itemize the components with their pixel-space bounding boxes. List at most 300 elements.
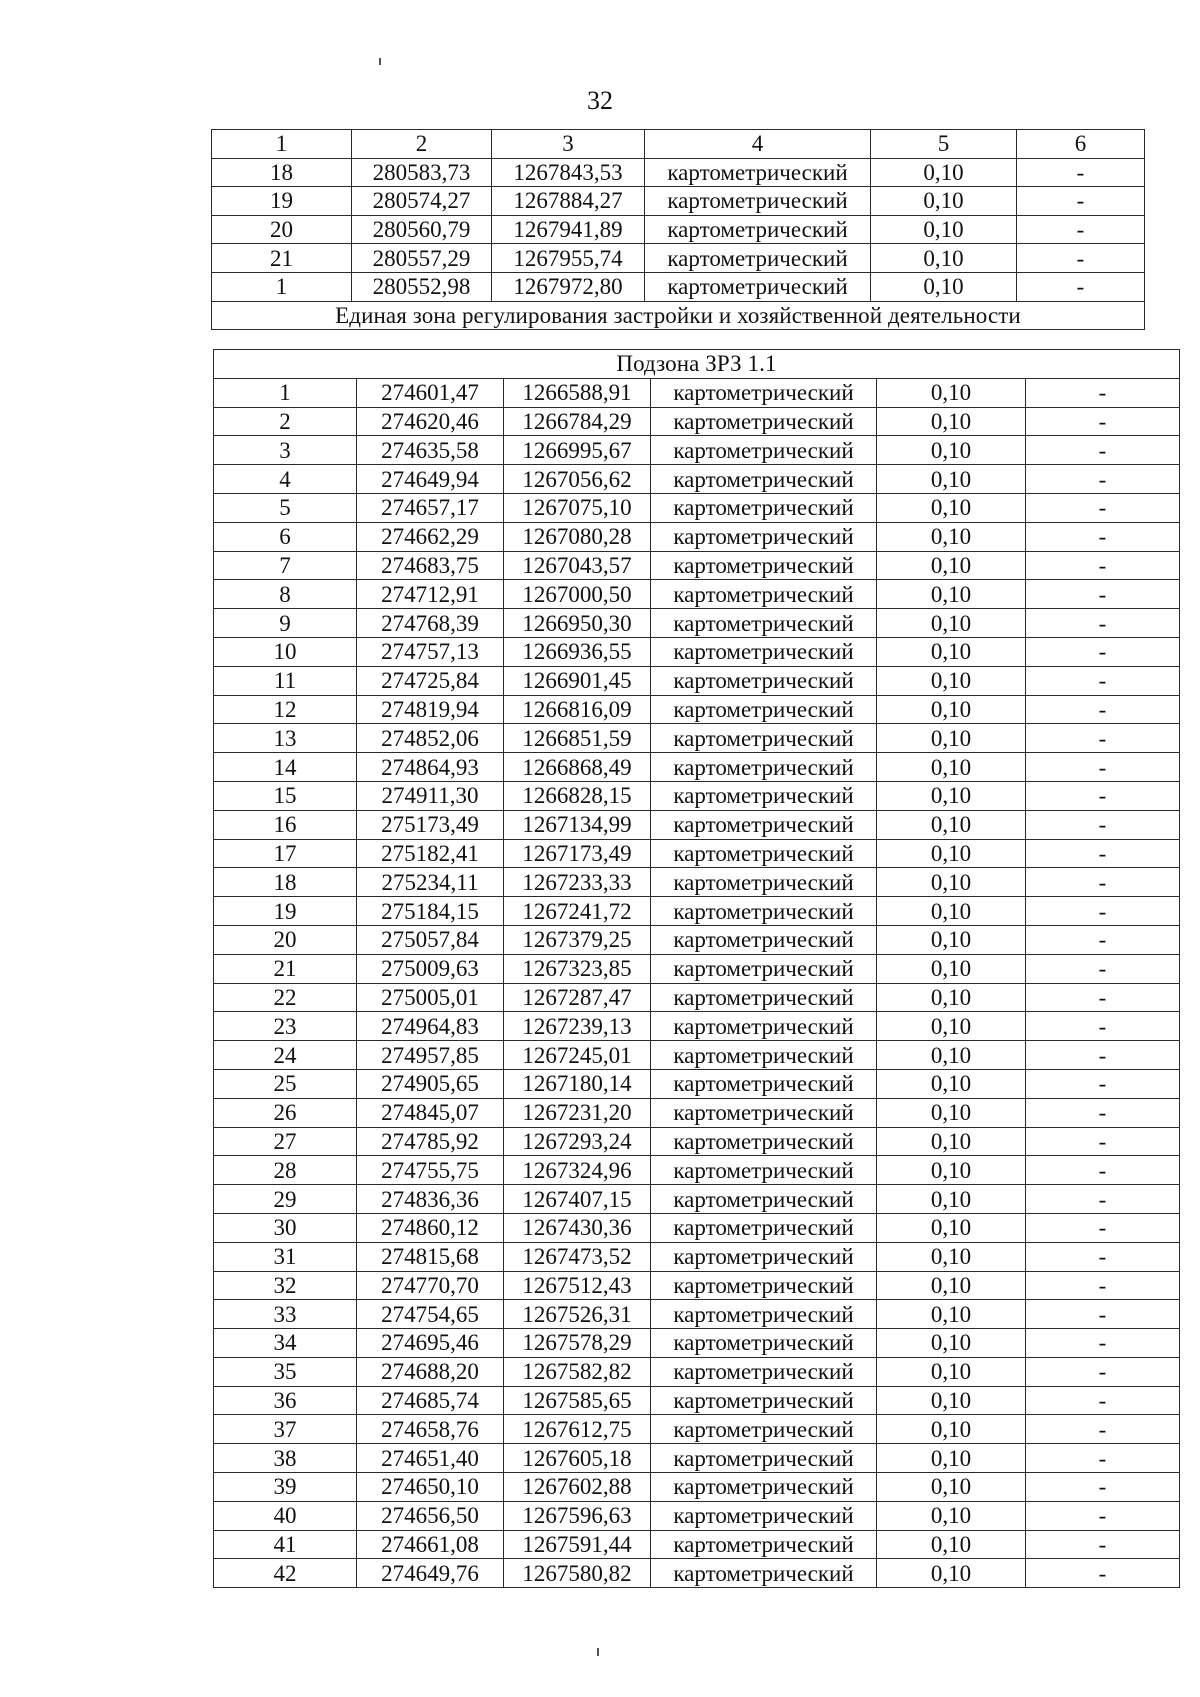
subzone-coordinates-table xyxy=(213,349,1180,1588)
method-cell: картометрический xyxy=(651,1300,877,1329)
table-row xyxy=(214,695,1180,724)
table-row xyxy=(214,609,1180,638)
note-cell: - xyxy=(1026,1185,1180,1214)
y-coordinate-cell: 1267173,49 xyxy=(504,839,651,868)
point-number-cell: 1 xyxy=(214,378,357,407)
accuracy-cell: 0,10 xyxy=(877,407,1026,436)
note-cell: - xyxy=(1026,1012,1180,1041)
method-cell: картометрический xyxy=(651,465,877,494)
table-row xyxy=(214,839,1180,868)
note-cell: - xyxy=(1026,407,1180,436)
y-coordinate-cell: 1267430,36 xyxy=(504,1213,651,1242)
y-coordinate-cell: 1267582,82 xyxy=(504,1357,651,1386)
x-coordinate-cell: 275184,15 xyxy=(357,897,504,926)
y-coordinate-cell: 1267605,18 xyxy=(504,1444,651,1473)
point-number-cell: 26 xyxy=(214,1098,357,1127)
table-row xyxy=(214,868,1180,897)
x-coordinate-cell: 275234,11 xyxy=(357,868,504,897)
x-coordinate-cell: 275173,49 xyxy=(357,810,504,839)
method-cell: картометрический xyxy=(651,637,877,666)
note-cell: - xyxy=(1026,1127,1180,1156)
accuracy-cell: 0,10 xyxy=(871,158,1017,187)
table-row xyxy=(214,1271,1180,1300)
note-cell: - xyxy=(1026,1473,1180,1502)
x-coordinate-cell: 274662,29 xyxy=(357,522,504,551)
y-coordinate-cell: 1267287,47 xyxy=(504,983,651,1012)
note-cell: - xyxy=(1026,1357,1180,1386)
point-number-cell: 1 xyxy=(212,272,352,301)
y-coordinate-cell: 1267843,53 xyxy=(492,158,645,187)
x-coordinate-cell: 274754,65 xyxy=(357,1300,504,1329)
page-number: 32 xyxy=(587,86,613,115)
note-cell: - xyxy=(1026,1271,1180,1300)
accuracy-cell: 0,10 xyxy=(877,1530,1026,1559)
table-row xyxy=(214,1415,1180,1444)
accuracy-cell: 0,10 xyxy=(877,983,1026,1012)
table-row xyxy=(214,1041,1180,1070)
accuracy-cell: 0,10 xyxy=(877,724,1026,753)
table-row xyxy=(214,724,1180,753)
x-coordinate-cell: 274688,20 xyxy=(357,1357,504,1386)
y-coordinate-cell: 1267324,96 xyxy=(504,1156,651,1185)
table-row xyxy=(214,1473,1180,1502)
method-cell: картометрический xyxy=(651,1559,877,1588)
point-number-cell: 7 xyxy=(214,551,357,580)
point-number-cell: 30 xyxy=(214,1213,357,1242)
note-cell: - xyxy=(1026,1300,1180,1329)
point-number-cell: 9 xyxy=(214,609,357,638)
note-cell: - xyxy=(1017,272,1145,301)
note-cell: - xyxy=(1026,522,1180,551)
accuracy-cell: 0,10 xyxy=(877,839,1026,868)
x-coordinate-cell: 274815,68 xyxy=(357,1242,504,1271)
note-cell: - xyxy=(1026,1329,1180,1358)
column-header-5: 5 xyxy=(871,130,1017,159)
note-cell: - xyxy=(1026,925,1180,954)
note-cell: - xyxy=(1017,215,1145,244)
y-coordinate-cell: 1266588,91 xyxy=(504,378,651,407)
accuracy-cell: 0,10 xyxy=(877,378,1026,407)
note-cell: - xyxy=(1017,158,1145,187)
method-cell: картометрический xyxy=(645,244,871,273)
y-coordinate-cell: 1267955,74 xyxy=(492,244,645,273)
point-number-cell: 14 xyxy=(214,753,357,782)
y-coordinate-cell: 1267591,44 xyxy=(504,1530,651,1559)
y-coordinate-cell: 1266816,09 xyxy=(504,695,651,724)
x-coordinate-cell: 274755,75 xyxy=(357,1156,504,1185)
x-coordinate-cell: 274650,10 xyxy=(357,1473,504,1502)
method-cell: картометрический xyxy=(651,695,877,724)
y-coordinate-cell: 1266784,29 xyxy=(504,407,651,436)
point-number-cell: 37 xyxy=(214,1415,357,1444)
method-cell: картометрический xyxy=(651,1329,877,1358)
note-cell: - xyxy=(1026,1559,1180,1588)
accuracy-cell: 0,10 xyxy=(877,666,1026,695)
x-coordinate-cell: 274657,17 xyxy=(357,493,504,522)
note-cell: - xyxy=(1026,724,1180,753)
note-cell: - xyxy=(1026,897,1180,926)
table-row xyxy=(214,781,1180,810)
accuracy-cell: 0,10 xyxy=(877,1501,1026,1530)
x-coordinate-cell: 274864,93 xyxy=(357,753,504,782)
y-coordinate-cell: 1267512,43 xyxy=(504,1271,651,1300)
table-body-subzone xyxy=(214,350,1180,1588)
accuracy-cell: 0,10 xyxy=(877,1012,1026,1041)
y-coordinate-cell: 1267231,20 xyxy=(504,1098,651,1127)
note-cell: - xyxy=(1026,839,1180,868)
note-cell: - xyxy=(1026,810,1180,839)
accuracy-cell: 0,10 xyxy=(877,1300,1026,1329)
y-coordinate-cell: 1267526,31 xyxy=(504,1300,651,1329)
point-number-cell: 28 xyxy=(214,1156,357,1185)
y-coordinate-cell: 1267239,13 xyxy=(504,1012,651,1041)
y-coordinate-cell: 1267080,28 xyxy=(504,522,651,551)
y-coordinate-cell: 1267407,15 xyxy=(504,1185,651,1214)
point-number-cell: 34 xyxy=(214,1329,357,1358)
x-coordinate-cell: 274685,74 xyxy=(357,1386,504,1415)
point-number-cell: 29 xyxy=(214,1185,357,1214)
y-coordinate-cell: 1267941,89 xyxy=(492,215,645,244)
point-number-cell: 11 xyxy=(214,666,357,695)
y-coordinate-cell: 1266851,59 xyxy=(504,724,651,753)
note-cell: - xyxy=(1026,983,1180,1012)
point-number-cell: 19 xyxy=(214,897,357,926)
point-number-cell: 20 xyxy=(212,215,352,244)
table-row xyxy=(214,954,1180,983)
y-coordinate-cell: 1266868,49 xyxy=(504,753,651,782)
note-cell: - xyxy=(1026,1415,1180,1444)
scan-speck xyxy=(379,58,381,65)
note-cell: - xyxy=(1026,609,1180,638)
accuracy-cell: 0,10 xyxy=(877,1473,1026,1502)
method-cell: картометрический xyxy=(651,1357,877,1386)
table-row xyxy=(214,436,1180,465)
method-cell: картометрический xyxy=(651,1386,877,1415)
table-row xyxy=(214,983,1180,1012)
method-cell: картометрический xyxy=(651,1156,877,1185)
table-row xyxy=(214,1156,1180,1185)
accuracy-cell: 0,10 xyxy=(877,1213,1026,1242)
point-number-cell: 35 xyxy=(214,1357,357,1386)
x-coordinate-cell: 274911,30 xyxy=(357,781,504,810)
note-cell: - xyxy=(1026,1098,1180,1127)
table-row xyxy=(214,1329,1180,1358)
accuracy-cell: 0,10 xyxy=(877,1357,1026,1386)
note-cell: - xyxy=(1017,187,1145,216)
table-row xyxy=(212,158,1145,187)
accuracy-cell: 0,10 xyxy=(877,753,1026,782)
y-coordinate-cell: 1267578,29 xyxy=(504,1329,651,1358)
note-cell: - xyxy=(1026,868,1180,897)
table-row xyxy=(214,1300,1180,1329)
x-coordinate-cell: 274757,13 xyxy=(357,637,504,666)
column-header-6: 6 xyxy=(1017,130,1145,159)
table-row xyxy=(214,666,1180,695)
method-cell: картометрический xyxy=(651,1213,877,1242)
method-cell: картометрический xyxy=(651,666,877,695)
accuracy-cell: 0,10 xyxy=(877,897,1026,926)
y-coordinate-cell: 1267233,33 xyxy=(504,868,651,897)
note-cell: - xyxy=(1026,1530,1180,1559)
method-cell: картометрический xyxy=(651,781,877,810)
point-number-cell: 40 xyxy=(214,1501,357,1530)
accuracy-cell: 0,10 xyxy=(877,1069,1026,1098)
note-cell: - xyxy=(1026,1444,1180,1473)
x-coordinate-cell: 274683,75 xyxy=(357,551,504,580)
accuracy-cell: 0,10 xyxy=(877,1041,1026,1070)
method-cell: картометрический xyxy=(651,724,877,753)
method-cell: картометрический xyxy=(651,954,877,983)
y-coordinate-cell: 1266995,67 xyxy=(504,436,651,465)
point-number-cell: 18 xyxy=(214,868,357,897)
method-cell: картометрический xyxy=(645,158,871,187)
accuracy-cell: 0,10 xyxy=(877,522,1026,551)
table-row xyxy=(214,580,1180,609)
table-row xyxy=(212,215,1145,244)
x-coordinate-cell: 274620,46 xyxy=(357,407,504,436)
point-number-cell: 22 xyxy=(214,983,357,1012)
table-row xyxy=(214,551,1180,580)
method-cell: картометрический xyxy=(651,897,877,926)
x-coordinate-cell: 274905,65 xyxy=(357,1069,504,1098)
y-coordinate-cell: 1267585,65 xyxy=(504,1386,651,1415)
x-coordinate-cell: 274635,58 xyxy=(357,436,504,465)
accuracy-cell: 0,10 xyxy=(877,465,1026,494)
method-cell: картометрический xyxy=(651,868,877,897)
method-cell: картометрический xyxy=(651,839,877,868)
column-header-4: 4 xyxy=(645,130,871,159)
zone-title-row xyxy=(212,301,1145,330)
table-row xyxy=(214,1127,1180,1156)
x-coordinate-cell: 280557,29 xyxy=(352,244,492,273)
accuracy-cell: 0,10 xyxy=(877,436,1026,465)
point-number-cell: 23 xyxy=(214,1012,357,1041)
accuracy-cell: 0,10 xyxy=(877,1127,1026,1156)
method-cell: картометрический xyxy=(651,1041,877,1070)
accuracy-cell: 0,10 xyxy=(877,1185,1026,1214)
method-cell: картометрический xyxy=(645,187,871,216)
point-number-cell: 36 xyxy=(214,1386,357,1415)
point-number-cell: 17 xyxy=(214,839,357,868)
point-number-cell: 8 xyxy=(214,580,357,609)
accuracy-cell: 0,10 xyxy=(877,1242,1026,1271)
accuracy-cell: 0,10 xyxy=(877,925,1026,954)
x-coordinate-cell: 275005,01 xyxy=(357,983,504,1012)
y-coordinate-cell: 1266936,55 xyxy=(504,637,651,666)
note-cell: - xyxy=(1026,551,1180,580)
table-row xyxy=(214,1357,1180,1386)
accuracy-cell: 0,10 xyxy=(877,810,1026,839)
table-row xyxy=(214,637,1180,666)
table-row xyxy=(214,925,1180,954)
method-cell: картометрический xyxy=(651,925,877,954)
column-header-3: 3 xyxy=(492,130,645,159)
x-coordinate-cell: 274836,36 xyxy=(357,1185,504,1214)
y-coordinate-cell: 1267972,80 xyxy=(492,272,645,301)
x-coordinate-cell: 274658,76 xyxy=(357,1415,504,1444)
point-number-cell: 25 xyxy=(214,1069,357,1098)
note-cell: - xyxy=(1026,465,1180,494)
note-cell: - xyxy=(1026,580,1180,609)
point-number-cell: 33 xyxy=(214,1300,357,1329)
point-number-cell: 39 xyxy=(214,1473,357,1502)
point-number-cell: 3 xyxy=(214,436,357,465)
point-number-cell: 27 xyxy=(214,1127,357,1156)
accuracy-cell: 0,10 xyxy=(877,637,1026,666)
x-coordinate-cell: 274957,85 xyxy=(357,1041,504,1070)
table-row xyxy=(214,810,1180,839)
accuracy-cell: 0,10 xyxy=(877,954,1026,983)
subzone-title: Подзона ЗРЗ 1.1 xyxy=(214,350,1180,379)
x-coordinate-cell: 280583,73 xyxy=(352,158,492,187)
accuracy-cell: 0,10 xyxy=(877,1444,1026,1473)
x-coordinate-cell: 274649,94 xyxy=(357,465,504,494)
accuracy-cell: 0,10 xyxy=(877,1386,1026,1415)
y-coordinate-cell: 1267075,10 xyxy=(504,493,651,522)
table-row xyxy=(212,244,1145,273)
y-coordinate-cell: 1267241,72 xyxy=(504,897,651,926)
method-cell: картометрический xyxy=(651,1185,877,1214)
x-coordinate-cell: 274845,07 xyxy=(357,1098,504,1127)
note-cell: - xyxy=(1026,695,1180,724)
x-coordinate-cell: 275009,63 xyxy=(357,954,504,983)
method-cell: картометрический xyxy=(651,1127,877,1156)
method-cell: картометрический xyxy=(651,1473,877,1502)
y-coordinate-cell: 1267473,52 xyxy=(504,1242,651,1271)
method-cell: картометрический xyxy=(651,1501,877,1530)
table-row xyxy=(214,522,1180,551)
point-number-cell: 41 xyxy=(214,1530,357,1559)
accuracy-cell: 0,10 xyxy=(877,551,1026,580)
point-number-cell: 6 xyxy=(214,522,357,551)
method-cell: картометрический xyxy=(645,272,871,301)
y-coordinate-cell: 1267884,27 xyxy=(492,187,645,216)
point-number-cell: 24 xyxy=(214,1041,357,1070)
note-cell: - xyxy=(1026,493,1180,522)
table-row xyxy=(214,378,1180,407)
subzone-title-row xyxy=(214,350,1180,379)
y-coordinate-cell: 1267323,85 xyxy=(504,954,651,983)
y-coordinate-cell: 1266828,15 xyxy=(504,781,651,810)
x-coordinate-cell: 274656,50 xyxy=(357,1501,504,1530)
point-number-cell: 15 xyxy=(214,781,357,810)
table-row xyxy=(214,753,1180,782)
accuracy-cell: 0,10 xyxy=(877,493,1026,522)
table-row xyxy=(214,897,1180,926)
method-cell: картометрический xyxy=(651,407,877,436)
accuracy-cell: 0,10 xyxy=(877,781,1026,810)
accuracy-cell: 0,10 xyxy=(877,609,1026,638)
point-number-cell: 5 xyxy=(214,493,357,522)
method-cell: картометрический xyxy=(651,609,877,638)
x-coordinate-cell: 274852,06 xyxy=(357,724,504,753)
table-row xyxy=(214,1069,1180,1098)
accuracy-cell: 0,10 xyxy=(871,215,1017,244)
y-coordinate-cell: 1267596,63 xyxy=(504,1501,651,1530)
note-cell: - xyxy=(1026,954,1180,983)
method-cell: картометрический xyxy=(651,1242,877,1271)
table-row xyxy=(214,1530,1180,1559)
y-coordinate-cell: 1267602,88 xyxy=(504,1473,651,1502)
scan-speck xyxy=(597,1648,599,1656)
x-coordinate-cell: 274785,92 xyxy=(357,1127,504,1156)
method-cell: картометрический xyxy=(651,1444,877,1473)
y-coordinate-cell: 1267134,99 xyxy=(504,810,651,839)
accuracy-cell: 0,10 xyxy=(877,1559,1026,1588)
y-coordinate-cell: 1267056,62 xyxy=(504,465,651,494)
note-cell: - xyxy=(1017,244,1145,273)
point-number-cell: 2 xyxy=(214,407,357,436)
note-cell: - xyxy=(1026,637,1180,666)
note-cell: - xyxy=(1026,436,1180,465)
accuracy-cell: 0,10 xyxy=(877,1156,1026,1185)
accuracy-cell: 0,10 xyxy=(877,1415,1026,1444)
y-coordinate-cell: 1267180,14 xyxy=(504,1069,651,1098)
x-coordinate-cell: 275057,84 xyxy=(357,925,504,954)
table-row xyxy=(214,1012,1180,1041)
table-row xyxy=(214,1444,1180,1473)
note-cell: - xyxy=(1026,1069,1180,1098)
y-coordinate-cell: 1267293,24 xyxy=(504,1127,651,1156)
y-coordinate-cell: 1267580,82 xyxy=(504,1559,651,1588)
method-cell: картометрический xyxy=(651,1271,877,1300)
point-number-cell: 38 xyxy=(214,1444,357,1473)
table-row xyxy=(214,1185,1180,1214)
method-cell: картометрический xyxy=(645,215,871,244)
method-cell: картометрический xyxy=(651,493,877,522)
x-coordinate-cell: 274819,94 xyxy=(357,695,504,724)
table-row xyxy=(212,187,1145,216)
accuracy-cell: 0,10 xyxy=(877,1098,1026,1127)
y-coordinate-cell: 1266950,30 xyxy=(504,609,651,638)
note-cell: - xyxy=(1026,1213,1180,1242)
accuracy-cell: 0,10 xyxy=(871,187,1017,216)
note-cell: - xyxy=(1026,781,1180,810)
point-number-cell: 21 xyxy=(212,244,352,273)
method-cell: картометрический xyxy=(651,1530,877,1559)
method-cell: картометрический xyxy=(651,983,877,1012)
method-cell: картометрический xyxy=(651,1098,877,1127)
table-row xyxy=(214,1501,1180,1530)
point-number-cell: 10 xyxy=(214,637,357,666)
accuracy-cell: 0,10 xyxy=(877,868,1026,897)
x-coordinate-cell: 274860,12 xyxy=(357,1213,504,1242)
note-cell: - xyxy=(1026,1156,1180,1185)
method-cell: картометрический xyxy=(651,551,877,580)
method-cell: картометрический xyxy=(651,810,877,839)
table-row xyxy=(214,1242,1180,1271)
point-number-cell: 19 xyxy=(212,187,352,216)
column-header-row xyxy=(212,130,1145,159)
x-coordinate-cell: 274712,91 xyxy=(357,580,504,609)
x-coordinate-cell: 280574,27 xyxy=(352,187,492,216)
accuracy-cell: 0,10 xyxy=(877,1329,1026,1358)
method-cell: картометрический xyxy=(651,1012,877,1041)
x-coordinate-cell: 274661,08 xyxy=(357,1530,504,1559)
x-coordinate-cell: 274768,39 xyxy=(357,609,504,638)
x-coordinate-cell: 274964,83 xyxy=(357,1012,504,1041)
x-coordinate-cell: 275182,41 xyxy=(357,839,504,868)
table-row xyxy=(214,1213,1180,1242)
note-cell: - xyxy=(1026,753,1180,782)
method-cell: картометрический xyxy=(651,436,877,465)
y-coordinate-cell: 1267245,01 xyxy=(504,1041,651,1070)
coordinates-table-continued xyxy=(211,129,1145,330)
accuracy-cell: 0,10 xyxy=(871,244,1017,273)
x-coordinate-cell: 274601,47 xyxy=(357,378,504,407)
x-coordinate-cell: 280560,79 xyxy=(352,215,492,244)
table-row xyxy=(214,1386,1180,1415)
